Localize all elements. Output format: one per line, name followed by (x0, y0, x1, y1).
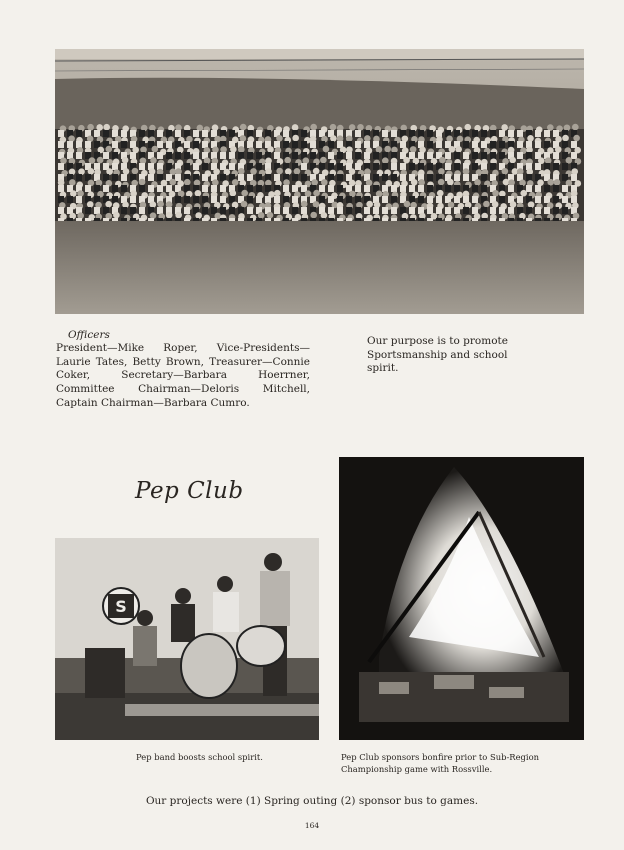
svg-text:S: S (115, 597, 127, 616)
page-number: 164 (304, 821, 320, 830)
group-photo (55, 49, 584, 314)
purpose-text: Our purpose is to promote Sportsmanship and school spirit. (367, 335, 508, 375)
bonfire-photo (339, 457, 584, 740)
officers-heading: Officers (68, 329, 110, 341)
projects-text: Our projects were (1) Spring outing (2) sponsor bus to games. (145, 795, 479, 807)
bonfire-caption: Pep Club sponsors bonfire prior to Sub-Region Championship game with Rossville. (341, 752, 540, 774)
band-caption: Pep band boosts school spirit. (136, 752, 263, 762)
club-title: Pep Club (135, 478, 244, 504)
pep-band-photo (55, 538, 319, 740)
officers-list: President—Mike Roper, Vice-Presidents—Laurie Tates, Betty Brown, Treasurer—Connie Coker, Secretary—Barbara Hoerrner, Committee Chairman—Deloris Mitchell, Captain Chairman—Barbara Cumro. (56, 342, 310, 409)
